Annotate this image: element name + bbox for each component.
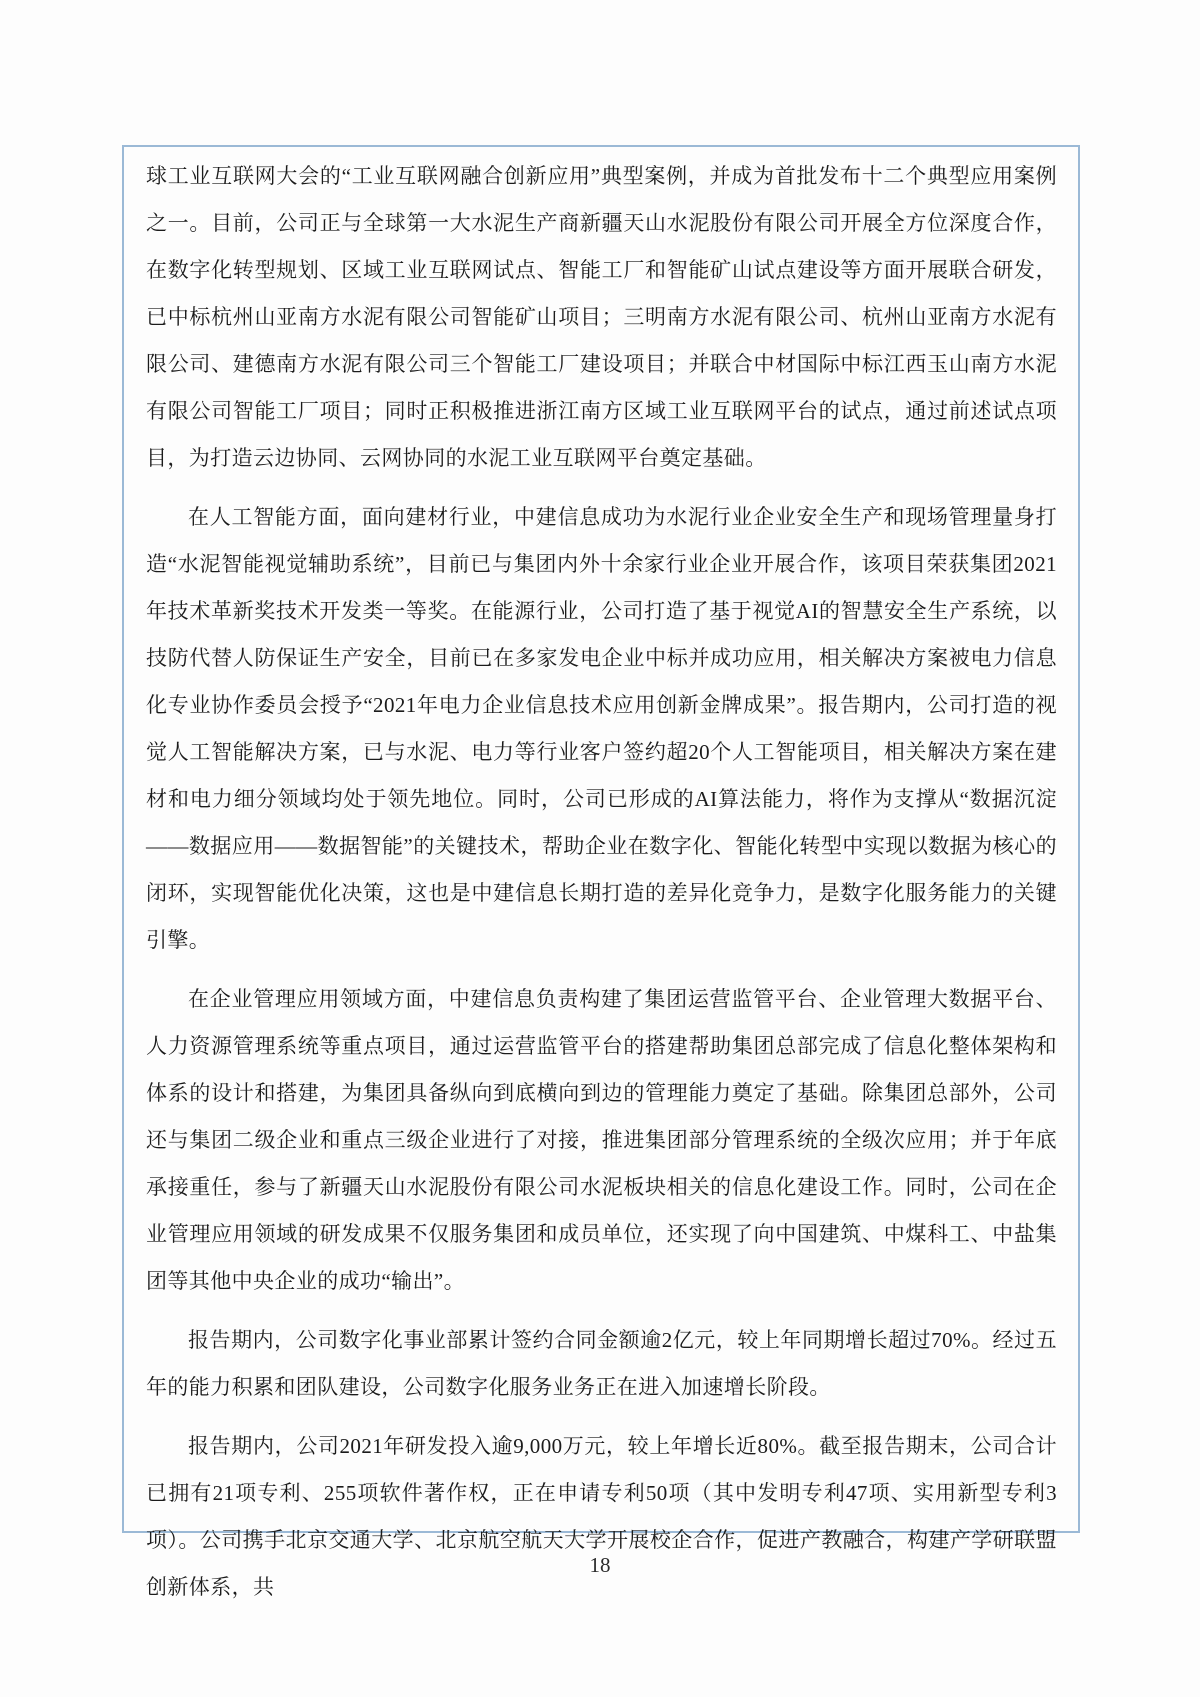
paragraph: 在人工智能方面，面向建材行业，中建信息成功为水泥行业企业安全生产和现场管理量身打造“水泥智能视觉辅助系统”，目前已与集团内外十余家行业企业开展合作，该项目荣获集团2021年技术革新奖技术开发类一等奖。在能源行业，公司打造了基于视觉AI的智慧安全生产系统，以技防代替人防保证生产安全，目前已在多家发电企业中标并成功应用，相关解决方案被电力信息化专业协作委员会授予“2021年电力企业信息技术应用创新金牌成果”。报告期内，公司打造的视觉人工智能解决方案，已与水泥、电力等行业客户签约超20个人工智能项目，相关解决方案在建材和电力细分领域均处于领先地位。同时，公司已形成的AI算法能力，将作为支撑从“数据沉淀——数据应用——数据智能”的关键技术，帮助企业在数字化、智能化转型中实现以数据为核心的闭环，实现智能优化决策，这也是中建信息长期打造的差异化竞争力，是数字化服务能力的关键引擎。 [146,505,1057,952]
page-number: 18 [589,1553,611,1577]
document-body [146,153,1057,1611]
paragraph: 在企业管理应用领域方面，中建信息负责构建了集团运营监管平台、企业管理大数据平台、人力资源管理系统等重点项目，通过运营监管平台的搭建帮助集团总部完成了信息化整体架构和体系的设计和搭建，为集团具备纵向到底横向到边的管理能力奠定了基础。除集团总部外，公司还与集团二级企业和重点三级企业进行了对接，推进集团部分管理系统的全级次应用；并于年底承接重任，参与了新疆天山水泥股份有限公司水泥板块相关的信息化建设工作。同时，公司在企业管理应用领域的研发成果不仅服务集团和成员单位，还实现了向中国建筑、中煤科工、中盐集团等其他中央企业的成功“输出”。 [146,987,1057,1293]
paragraph: 报告期内，公司数字化事业部累计签约合同金额逾2亿元，较上年同期增长超过70%。经过五年的能力积累和团队建设，公司数字化服务业务正在进入加速增长阶段。 [146,1328,1057,1399]
paragraph: 球工业互联网大会的“工业互联网融合创新应用”典型案例，并成为首批发布十二个典型应用案例之一。目前，公司正与全球第一大水泥生产商新疆天山水泥股份有限公司开展全方位深度合作，在数字化转型规划、区域工业互联网试点、智能工厂和智能矿山试点建设等方面开展联合研发，已中标杭州山亚南方水泥有限公司智能矿山项目；三明南方水泥有限公司、杭州山亚南方水泥有限公司、建德南方水泥有限公司三个智能工厂建设项目；并联合中材国际中标江西玉山南方水泥有限公司智能工厂项目；同时正积极推进浙江南方区域工业互联网平台的试点，通过前述试点项目，为打造云边协同、云网协同的水泥工业互联网平台奠定基础。 [146,164,1057,470]
paragraph: 报告期内，公司2021年研发投入逾9,000万元，较上年增长近80%。截至报告期末，公司合计已拥有21项专利、255项软件著作权，正在申请专利50项（其中发明专利47项、实用新型专利3项）。公司携手北京交通大学、北京航空航天大学开展校企合作，促进产教融合，构建产学研联盟创新体系，共 [146,1434,1057,1599]
